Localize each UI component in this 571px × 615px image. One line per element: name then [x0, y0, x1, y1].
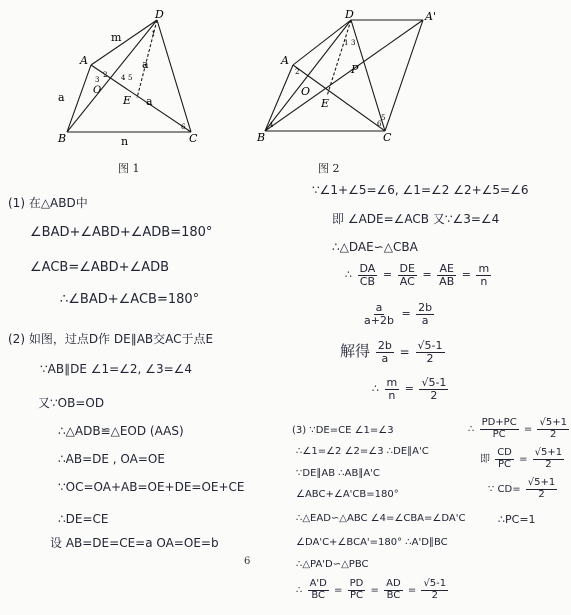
equals-sign: =	[401, 307, 411, 321]
fraction-denominator: PC	[349, 589, 363, 601]
right-line-4	[345, 263, 493, 287]
fig2-label-P: P	[351, 63, 359, 76]
figure-2-caption: 图 2	[318, 162, 340, 175]
fraction-sqrt5-plus-1-over-2	[537, 418, 568, 440]
solve-label: 解得	[340, 342, 371, 360]
equals-sign: =	[461, 268, 471, 282]
fig1-angle-3: 3	[95, 76, 100, 84]
fig2-angle-1: 1	[344, 39, 349, 47]
fraction-denominator: PC	[498, 458, 512, 470]
fraction-denominator: a	[381, 352, 389, 365]
fraction-numerator: A'D	[309, 578, 327, 589]
fraction-denominator: 2	[538, 488, 545, 500]
right-line-3: ∴△DAE∽△CBA	[332, 240, 418, 254]
fig1-label-E: E	[123, 94, 132, 107]
fig1-angle-6: 6	[181, 123, 186, 131]
right-line-1: ∵∠1+∠5=∠6, ∠1=∠2 ∠2+∠5=∠6	[312, 183, 529, 197]
right-line-6	[340, 340, 447, 365]
fraction-AD-BC	[384, 579, 403, 601]
fraction-2b-over-a	[416, 302, 434, 326]
fraction-sqrt5-plus-1-over-2	[526, 478, 557, 500]
part3-line-3: ∵DE∥AB ∴AB∥A'C	[296, 468, 380, 479]
fig1-angle-1: 1	[151, 30, 156, 38]
fig1-label-B: B	[58, 132, 67, 145]
fraction-numerator: √5+1	[534, 447, 563, 458]
fraction-denominator: 2	[430, 388, 438, 402]
fraction-denominator: a	[421, 313, 429, 327]
fig1-label-a-right: a	[146, 95, 153, 108]
fraction-numerator: a	[375, 301, 383, 314]
part2-line-4: ∴AB=DE , OA=OE	[58, 452, 165, 466]
part3-line-1: (3) ∵DE=CE ∠1=∠3	[292, 425, 394, 436]
therefore-symbol: ∴	[468, 424, 475, 435]
fraction-numerator: m	[386, 376, 398, 389]
equals-sign: =	[334, 585, 343, 596]
fraction-m-n	[385, 377, 400, 401]
fraction-denominator: 2	[545, 458, 552, 470]
fig1-label-A: A	[80, 54, 88, 67]
part2-line-7: 设 AB=DE=CE=a OA=OE=b	[50, 536, 219, 550]
part2-line-2: 又∵OB=OD	[38, 396, 105, 410]
equals-sign: =	[370, 585, 379, 596]
equals-sign: =	[523, 424, 533, 435]
equals-sign: =	[404, 382, 414, 396]
equals-sign: =	[422, 268, 432, 282]
part3-line-8	[296, 579, 450, 601]
fraction-denominator: AC	[399, 274, 415, 288]
fraction-numerator: √5-1	[423, 578, 447, 589]
fraction-2b-over-a	[376, 340, 394, 364]
fraction-denominator: 2	[426, 352, 434, 365]
diag-AC	[293, 65, 385, 131]
part3-line-5: ∴△EAD∽△ABC ∠4=∠CBA=∠DA'C	[296, 513, 466, 524]
fig2-label-O: O	[301, 85, 311, 98]
edge-AB	[67, 65, 91, 132]
fig1-label-D: D	[155, 8, 164, 21]
fraction-PDplusPC-PC	[480, 418, 519, 440]
fraction-sqrt5-minus-1-over-2	[416, 340, 445, 364]
equals-sign: =	[407, 585, 417, 596]
therefore-symbol: ∴	[296, 585, 303, 596]
fraction-numerator: PD	[349, 578, 364, 589]
fraction-denominator: a+2b	[364, 313, 394, 327]
page-number: 6	[244, 556, 251, 567]
fraction-sqrt5-minus-1-over-2	[421, 579, 448, 601]
fig1-label-O: O	[93, 85, 102, 96]
part3-line-7: ∴△PA'D∽△PBC	[296, 559, 369, 570]
right-line-5	[360, 302, 436, 326]
part3-right-line-3	[488, 478, 559, 500]
fraction-numerator: 2b	[418, 301, 433, 314]
therefore-symbol: ∴	[372, 382, 379, 396]
fraction-denominator: n	[388, 388, 396, 402]
part3-line-2: ∴∠1=∠2 ∠2=∠3 ∴DE∥A'C	[296, 446, 429, 457]
fraction-numerator: AD	[386, 578, 401, 589]
fraction-sqrt5-minus-1-over-2	[419, 377, 448, 401]
fig1-label-a-left: a	[58, 91, 65, 104]
part2-heading: (2) 如图，过点D作 DE∥AB交AC于点E	[8, 332, 214, 346]
fig2-label-E: E	[321, 97, 330, 110]
fig2-angle-2: 2	[295, 68, 300, 76]
cd-equals-label: ∵ CD=	[488, 484, 521, 495]
fig1-label-m: m	[111, 31, 122, 44]
part2-line-5: ∵OC=OA+AB=OE+DE=OE+CE	[58, 480, 245, 494]
figure-2	[255, 8, 455, 148]
fraction-DE-AC	[398, 263, 417, 287]
fraction-denominator: PC	[492, 428, 506, 440]
fig1-label-a-diag: a	[142, 58, 149, 71]
fig2-angle-6: 6	[377, 120, 382, 128]
part2-line-3: ∴△ADB≌△EOD (AAS)	[58, 424, 184, 438]
fig2-angle-4: 4	[269, 121, 274, 129]
part1-line-3: ∴∠BAD+∠ACB=180°	[60, 292, 200, 307]
fraction-A2D-BC	[308, 579, 329, 601]
fraction-denominator: n	[480, 274, 488, 288]
fig1-label-n: n	[121, 135, 129, 148]
fig1-angle-5: 5	[128, 74, 133, 82]
fig1-label-C: C	[189, 132, 198, 145]
fraction-AE-AB	[437, 263, 456, 287]
fraction-DA-CB	[358, 263, 378, 287]
part3-line-6: ∠DA'C+∠BCA'=180° ∴A'D∥BC	[296, 537, 448, 548]
fig2-angle-3: 3	[351, 39, 356, 47]
fig2-label-D: D	[345, 8, 354, 21]
therefore-symbol: ∴	[345, 268, 352, 282]
part1-heading: (1) 在△ABD中	[8, 196, 88, 210]
equals-sign: =	[519, 454, 528, 465]
fraction-numerator: DA	[359, 262, 376, 275]
right-line-2: 即 ∠ADE=∠ACB 又∵∠3=∠4	[332, 212, 500, 226]
fraction-numerator: m	[478, 262, 490, 275]
fraction-numerator: 2b	[377, 339, 392, 353]
fraction-numerator: PD+PC	[481, 417, 517, 428]
part2-line-1: ∵AB∥DE ∠1=∠2, ∠3=∠4	[40, 362, 193, 376]
part3-line-4: ∠ABC+∠A'CB=180°	[296, 489, 399, 500]
fraction-CD-PC	[495, 448, 514, 470]
fig2-label-A2: A'	[425, 10, 436, 23]
fraction-m-n	[476, 263, 491, 287]
part3-right-line-1	[468, 418, 571, 440]
figure-1-caption: 图 1	[118, 162, 140, 175]
part1-line-1: ∠BAD+∠ABD+∠ADB=180°	[30, 225, 213, 240]
fig2-label-A: A	[281, 54, 289, 67]
namely-label: 即	[480, 454, 490, 465]
right-line-7	[372, 377, 450, 401]
fraction-denominator: BC	[311, 589, 326, 601]
fig2-label-B: B	[257, 131, 266, 144]
part2-line-6: ∴DE=CE	[58, 512, 109, 526]
fraction-numerator: √5+1	[527, 477, 556, 488]
fraction-sqrt5-plus-1-over-2	[533, 448, 564, 470]
equals-sign: =	[382, 268, 393, 282]
fig2-angle-5: 5	[381, 114, 386, 122]
fraction-a-over-a-plus-2b	[362, 302, 396, 326]
fraction-numerator: √5-1	[421, 376, 447, 389]
fraction-numerator: DE	[399, 262, 415, 275]
fraction-denominator: AB	[439, 274, 455, 288]
fraction-denominator: 2	[431, 589, 438, 601]
fraction-numerator: √5-1	[417, 339, 443, 353]
fraction-denominator: 2	[550, 428, 557, 440]
part3-right-line-4: ∴PC=1	[498, 513, 536, 526]
dashed-DE	[327, 20, 351, 96]
fig1-angle-4: 4	[121, 74, 126, 82]
fraction-denominator: CB	[359, 274, 376, 288]
edge-CD	[157, 20, 191, 132]
fig1-angle-2: 2	[103, 71, 108, 79]
part1-line-2: ∠ACB=∠ABD+∠ADB	[30, 260, 170, 275]
figure-1	[55, 8, 215, 148]
equals-sign: =	[399, 345, 410, 359]
fraction-numerator: √5+1	[539, 417, 567, 428]
edge-CA2	[385, 20, 423, 131]
fraction-PD-PC	[348, 579, 366, 601]
part3-right-line-2	[480, 448, 566, 470]
fraction-numerator: CD	[497, 447, 512, 458]
fig2-label-C: C	[383, 131, 392, 144]
diag-BD	[265, 20, 351, 131]
fraction-numerator: AE	[439, 262, 454, 275]
fraction-denominator: BC	[386, 589, 401, 601]
